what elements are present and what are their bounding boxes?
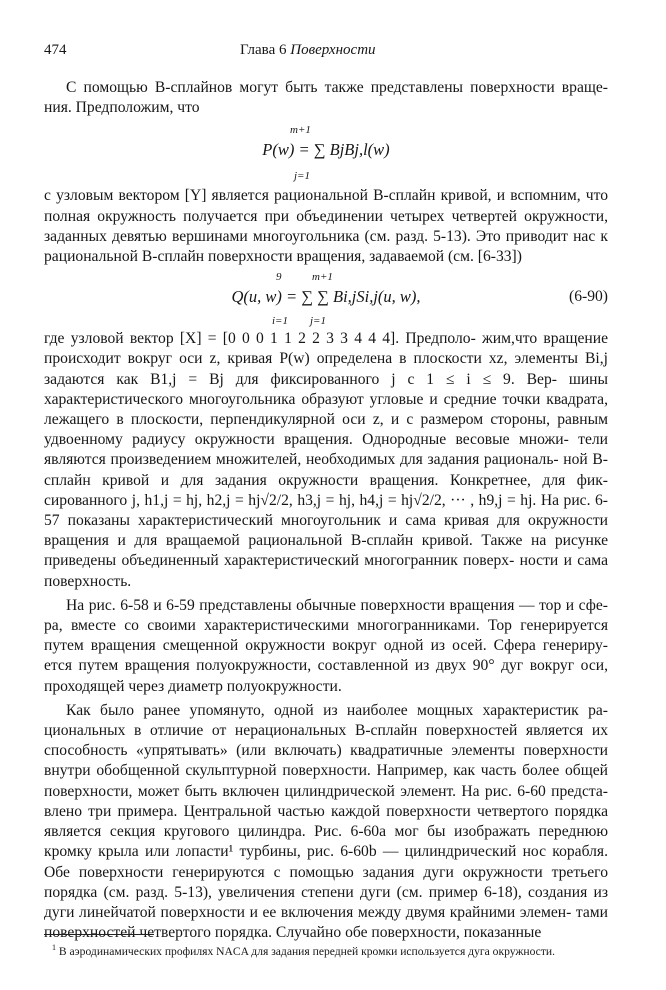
equation-p-of-w [44,120,608,186]
paragraph-4: На рис. 6-58 и 6-59 представлены обычные поверхности вращения — тор и сфе- ра, вместе со своими характеристическими многогранниками. Тор генерируется путем вращения смещенной окружности вокруг одной из осей. Сфера генериру- ется путем вращения полуокружности, составленной из двух 90° дуг вокруг оси, проходящей через диаметр полуокружности. [44,596,608,695]
paragraph-1: С помощью B-сплайнов могут быть также представлены поверхности враще- ния. Предположим, что [44,79,608,117]
page-header [44,42,616,64]
sum1-lower-limit: i=1 [272,315,288,328]
equation-body: P(w) = ∑ BjBj,l(w) [262,140,390,160]
sum-lower-limit: j=1 [294,170,310,183]
chapter-label: Глава 6 [240,42,287,58]
footnote [44,940,608,959]
sum2-upper-limit: m+1 [312,271,333,284]
paragraph-3: где узловой вектор [X] = [0 0 0 1 1 2 2 3 3 4 4 4]. Предполо- жим,что вращение происходит вокруг оси z, кривая P(w) определена в плоскости xz, элементы Bi,j задаются как B1,j = Bj для фиксированного j с 1 ≤ i ≤ 9. Вер- шины характеристического многоугольника образуют угловые и средние точки квадрата, лежащего в плоскости, перпендикулярной оси z, и с размером стороны, равным удвоенному радиусу окружности вращения. Однородные весовые множи- тели являются произведением множителей, необходимых для задания рациональ- ной B-сплайн кривой и для задания окружности вращения. Конкретнее, для фик- сированного j, h1,j = hj, h2,j = hj√2/2, h3,j = hj, h4,j = hj√2/2, ··· , h9,j = hj. На рис. 6-57 показаны характеристический многоугольник и сама кривая для окружности вращения и для вращаемой рациональной B-сплайн кривой. Также на рисунке приведены объединенный характеристический многогранник поверх- ности и сама поверхность. [44,330,608,590]
footnote-text: В аэродинамических профилях NACA для задания передней кромки используется дуга окружности. [58,944,556,958]
sum2-lower-limit: j=1 [310,315,326,328]
equation-body: Q(u, w) = ∑ ∑ Bi,jSi,j(u, w), [231,287,421,307]
page-number: 474 [44,42,67,58]
body-text [44,78,608,943]
chapter-title: Поверхности [290,42,376,58]
equation-number: (6-90) [569,288,608,306]
footnote-rule [44,934,154,935]
paragraph-2: с узловым вектором [Y] является рациональной B-сплайн кривой, и вспомним, что полная окружность получается при объединении четырех четвертей окружности, заданных девятью вершинами многоугольника (см. разд. 5-13). Это приводит нас к рациональной B-сплайн поверхности вращения, задаваемой (см. [6-33]) [44,187,608,266]
footnote-marker: 1 [52,943,56,952]
sum-upper-limit: m+1 [290,124,311,137]
equation-q-of-uw [44,267,608,329]
sum1-upper-limit: 9 [276,271,282,284]
running-head [240,42,376,59]
paragraph-5: Как было ранее упомянуто, одной из наиболее мощных характеристик ра- циональных в отличие от нерациональных B-сплайн поверхностей является их способность «упрятывать» (или включать) квадратичные элементы поверхности внутри обобщенной скульптурной поверхности. Например, как часть более общей поверхности, может быть включен цилиндрической элемент. На рис. 6-60 предста- влено три примера. Центральной частью каждой поверхности четвертого порядка является секция кругового цилиндра. Рис. 6-60a мог бы изображать переднюю кромку крыла или лопасти¹ турбины, рис. 6-60b — цилиндрический нос корабля. Обе поверхности генерируются с помощью задания дуги окружности третьего порядка (см. разд. 5-13), увеличения степени дуги (см. пример 6-18), создания из дуги линейчатой поверхности и ее включения между двумя крайними элемен- тами поверхностей четвертого порядка. Случайно обе поверхности, показанные [44,701,608,942]
